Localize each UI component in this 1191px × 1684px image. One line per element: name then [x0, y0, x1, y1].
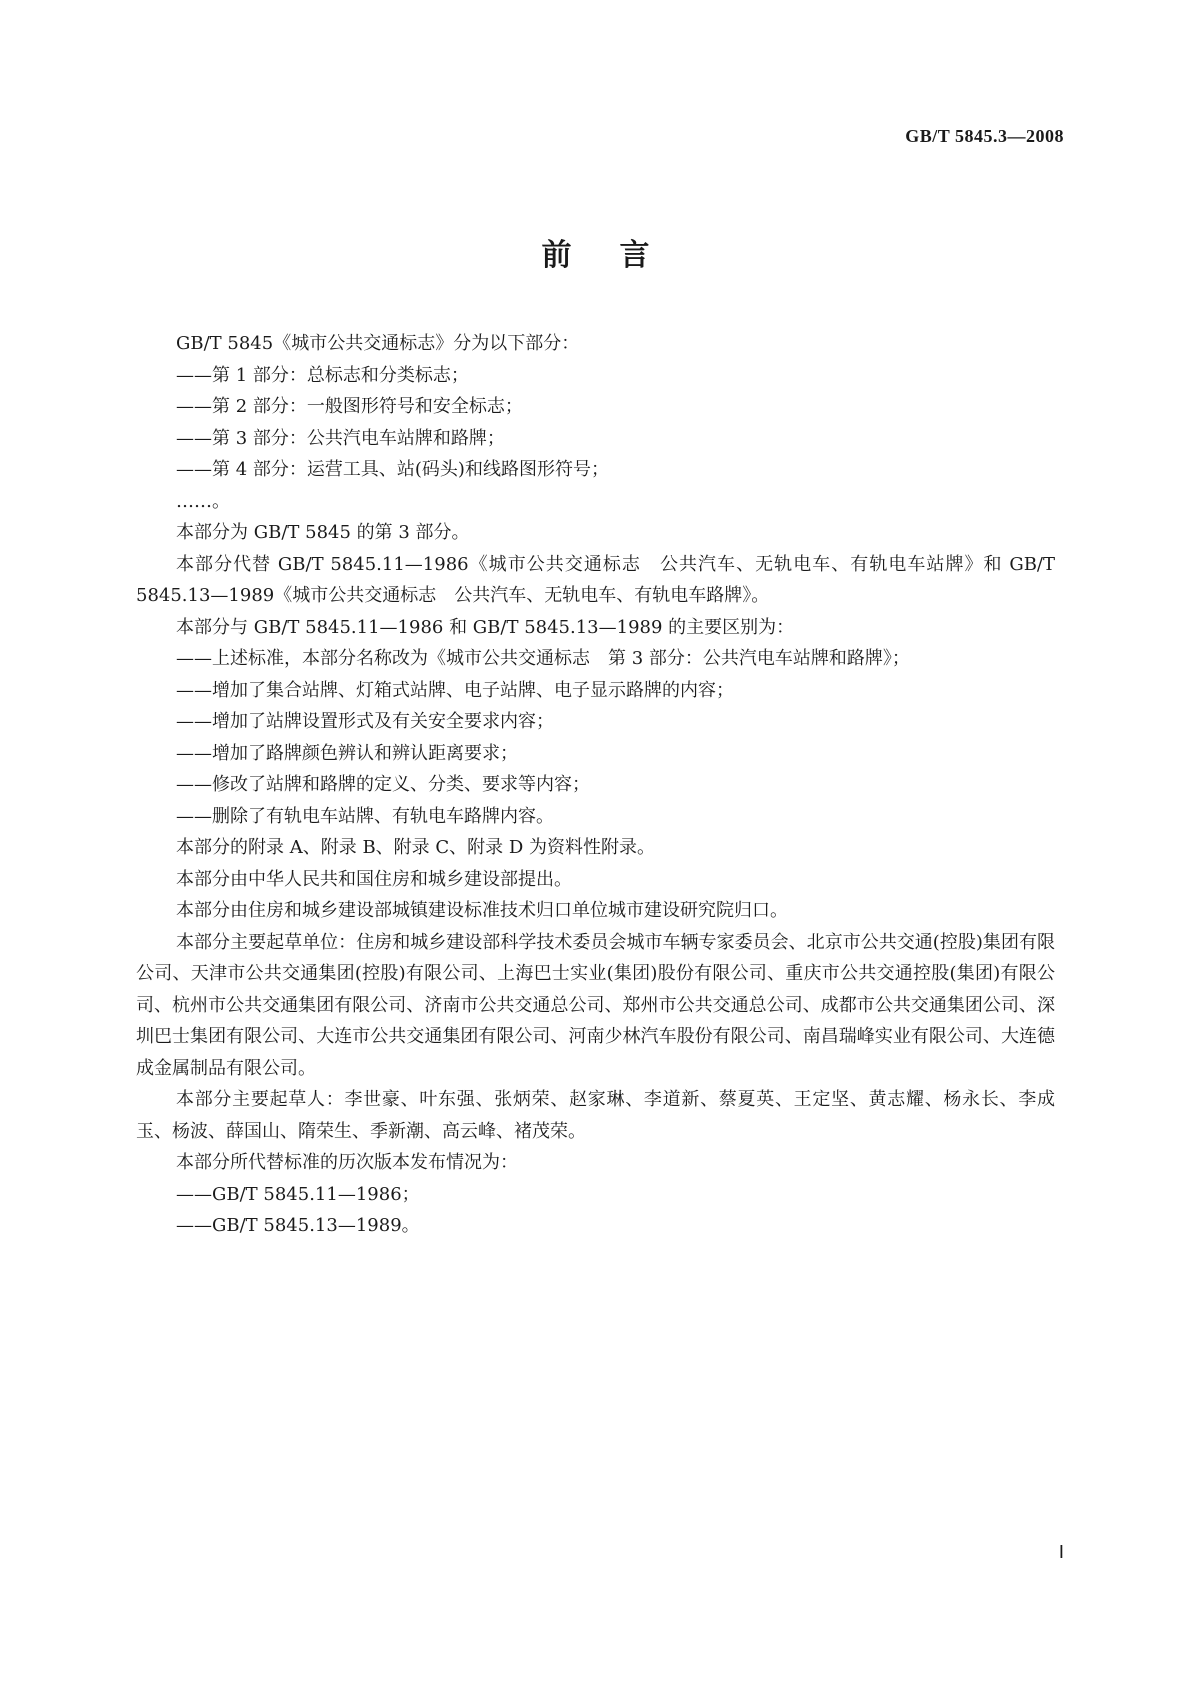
list-item: ——第 2 部分：一般图形符号和安全标志；: [176, 396, 523, 417]
paragraph: 本部分与 GB/T 5845.11—1986 和 GB/T 5845.13—1989 的主要区别为：: [176, 616, 795, 638]
paragraph: 本部分代替 GB/T 5845.11—1986《城市公共交通标志 公共汽车、无轨电车、有轨电车站牌》和 GB/T 5845.13—1989《城市公共交通标志 公共汽车、无轨电车、有轨电车路牌》。: [136, 553, 1055, 606]
list-item: ——第 3 部分：公共汽电车站牌和路牌；: [176, 427, 505, 449]
list-item: ——第 1 部分：总标志和分类标志；: [176, 364, 469, 386]
paragraph: 本部分由中华人民共和国住房和城乡建设部提出。: [176, 868, 572, 890]
standard-code: GB/T 5845.3—2008: [905, 126, 1064, 146]
list-item: ——第 4 部分：运营工具、站(码头)和线路图形符号；: [176, 459, 609, 480]
list-item: ——删除了有轨电车站牌、有轨电车路牌内容。: [176, 805, 554, 827]
paragraph: GB/T 5845《城市公共交通标志》分为以下部分：: [176, 333, 580, 354]
list-item: ——GB/T 5845.13—1989。: [176, 1215, 420, 1236]
paragraph: 本部分主要起草单位：住房和城乡建设部科学技术委员会城市车辆专家委员会、北京市公共交通(控股)集团有限公司、天津市公共交通集团(控股)有限公司、上海巴士实业(集团)股份有限公司、重庆市公共交通控股(集团)有限公司、杭州市公共交通集团有限公司、济南市公共交通总公司、郑州市公共交通总公司、成都市公共交通集团公司、深圳巴士集团有限公司、大连市公共交通集团有限公司、河南少林汽车股份有限公司、南昌瑞峰实业有限公司、大连德成金属制品有限公司。: [136, 931, 1055, 1079]
paragraph: 本部分由住房和城乡建设部城镇建设标准技术归口单位城市建设研究院归口。: [176, 900, 788, 921]
list-item: ——增加了集合站牌、灯箱式站牌、电子站牌、电子显示路牌的内容；: [176, 679, 734, 701]
page-number: Ⅰ: [1058, 1542, 1064, 1562]
paragraph: 本部分为 GB/T 5845 的第 3 部分。: [176, 522, 470, 543]
page-title: 前言: [541, 238, 698, 273]
paragraph: 本部分主要起草人：李世豪、叶东强、张炳荣、赵家琳、李道新、蔡夏英、王定坚、黄志耀、杨永长、李成玉、杨波、薛国山、隋荣生、季新潮、高云峰、褚茂荣。: [136, 1089, 1055, 1142]
list-item: ——GB/T 5845.11—1986；: [176, 1183, 420, 1205]
paragraph: 本部分的附录 A、附录 B、附录 C、附录 D 为资料性附录。: [176, 837, 656, 858]
paragraph: 本部分所代替标准的历次版本发布情况为：: [176, 1152, 518, 1173]
list-item: ——上述标准，本部分名称改为《城市公共交通标志 第 3 部分：公共汽电车站牌和路牌》；: [176, 648, 910, 669]
list-item: ——增加了站牌设置形式及有关安全要求内容；: [176, 711, 554, 732]
list-item: ——增加了路牌颜色辨认和辨认距离要求；: [176, 742, 518, 764]
list-item: ——修改了站牌和路牌的定义、分类、要求等内容；: [176, 774, 590, 795]
ellipsis: ……。: [176, 490, 230, 512]
foreword-body: [136, 328, 1055, 1242]
